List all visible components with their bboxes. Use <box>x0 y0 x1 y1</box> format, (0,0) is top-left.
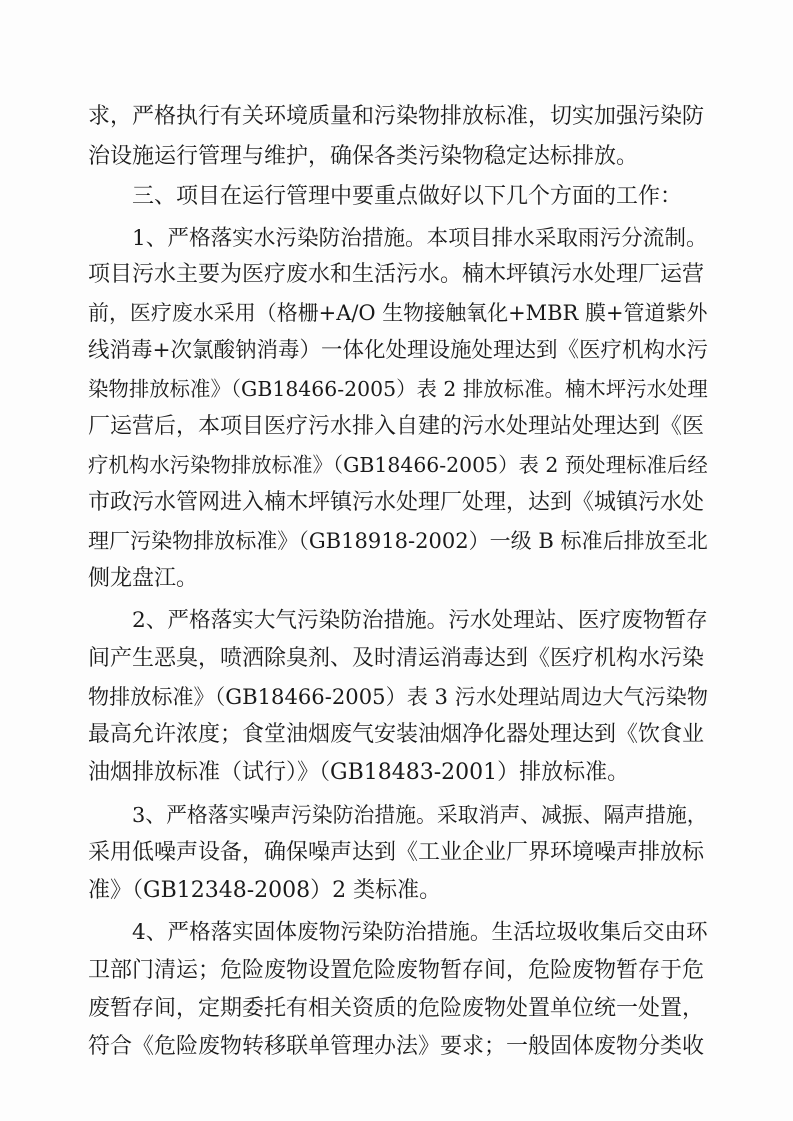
text-line: 线消毒+次氯酸钠消毒）一体化处理设施处理达到《医疗机构水污 <box>88 338 708 363</box>
text-line: 间产生恶臭，喷洒除臭剂、及时清运消毒达到《医疗机构水污染 <box>88 646 705 671</box>
text-line: 求，严格执行有关环境质量和污染物排放标准，切实加强污染防 <box>88 104 705 129</box>
text-line: 治设施运行管理与维护，确保各类污染物稳定达标排放。 <box>88 144 639 169</box>
text-line: 项目污水主要为医疗废水和生活污水。楠木坪镇污水处理厂运营 <box>88 262 705 287</box>
text-line: 侧龙盘江。 <box>88 566 199 591</box>
text-line: 物排放标准》（GB18466-2005）表 3 污水处理站周边大气污染物 <box>88 684 708 709</box>
text-line: 最高允许浓度；食堂油烟废气安装油烟净化器处理达到《饮食业 <box>88 722 705 747</box>
section-heading: 三、项目在运行管理中要重点做好以下几个方面的工作： <box>132 184 683 209</box>
text-line: 理厂污染物排放标准》（GB18918-2002）一级 B 标准后排放至北 <box>88 528 708 553</box>
text-line: 市政污水管网进入楠木坪镇污水处理厂处理，达到《城镇污水处 <box>88 490 705 515</box>
text-line: 准》（GB12348-2008）2 类标准。 <box>88 878 442 903</box>
text-line: 符合《危险废物转移联单管理办法》要求；一般固体废物分类收 <box>88 1034 705 1059</box>
paragraph-start: 1、严格落实水污染防治措施。本项目排水采取雨污分流制。 <box>132 226 708 251</box>
text-line: 疗机构水污染物排放标准》（GB18466-2005）表 2 预处理标准后经 <box>88 453 708 477</box>
paragraph-start: 2、严格落实大气污染防治措施。污水处理站、医疗废物暂存 <box>132 608 708 633</box>
text-line: 染物排放标准》（GB18466-2005）表 2 排放标准。楠木坪污水处理 <box>88 377 708 401</box>
text-line: 卫部门清运；危险废物设置危险废物暂存间，危险废物暂存于危 <box>88 958 705 983</box>
paragraph-start: 3、严格落实噪声污染防治措施。采取消声、减振、隔声措施， <box>132 803 708 827</box>
text-line: 废暂存间，定期委托有相关资质的危险废物处置单位统一处置， <box>88 996 705 1021</box>
text-line: 油烟排放标准（试行）》（GB18483-2001）排放标准。 <box>88 760 630 785</box>
text-line: 采用低噪声设备，确保噪声达到《工业企业厂界环境噪声排放标 <box>88 840 705 865</box>
text-line: 厂运营后，本项目医疗污水排入自建的污水处理站处理达到《医 <box>88 414 705 439</box>
text-line: 前，医疗废水采用（格栅+A/O 生物接触氧化+MBR 膜+管道紫外 <box>88 301 708 325</box>
paragraph-start: 4、严格落实固体废物污染防治措施。生活垃圾收集后交由环 <box>132 920 708 945</box>
